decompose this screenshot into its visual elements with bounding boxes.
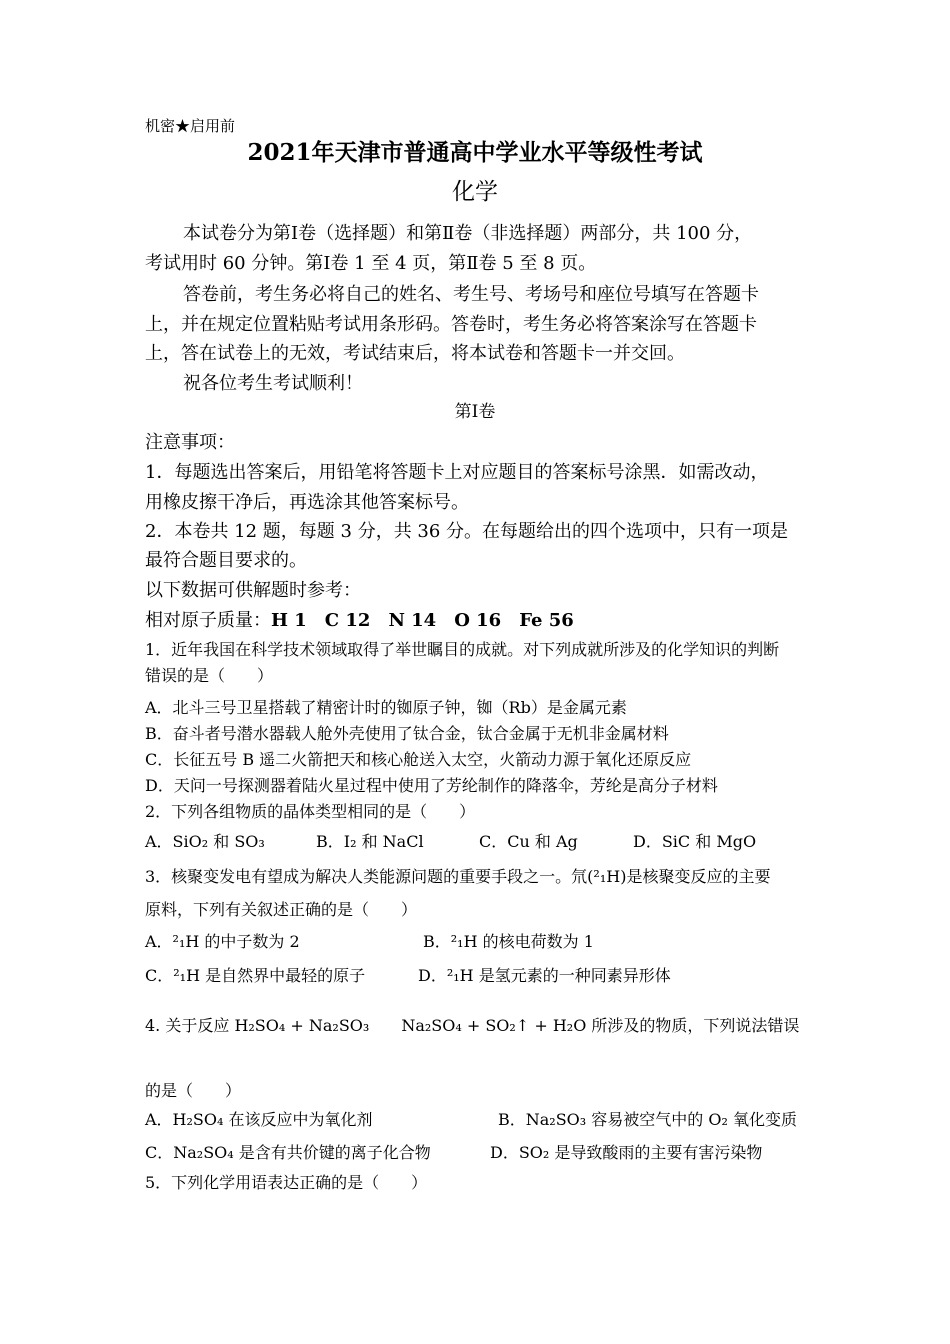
- question-3-stem-line2: 原料，下列有关叙述正确的是（ ）: [145, 900, 418, 919]
- question-2-option-d: D．SiC 和 MgO: [633, 832, 757, 851]
- question-2-option-a: A．SiO₂ 和 SO₃: [145, 832, 265, 851]
- intro-p2-line2: 上，并在规定位置粘贴考试用条形码。答卷时，考生务必将答案涂写在答题卡: [145, 314, 757, 335]
- question-1-stem-line2: 错误的是（ ）: [145, 666, 274, 685]
- question-4-option-c: C．Na₂SO₄ 是含有共价键的离子化合物: [145, 1143, 431, 1162]
- question-4-option-d: D．SO₂ 是导致酸雨的主要有害污染物: [490, 1143, 763, 1162]
- question-3-stem-line1: 3．核聚变发电有望成为解决人类能源问题的重要手段之一。氘(²₁H)是核聚变反应的主要: [145, 867, 771, 886]
- question-4-option-a: A．H₂SO₄ 在该反应中为氧化剂: [145, 1110, 373, 1129]
- question-4-stem-line1: 4. 关于反应 H₂SO₄ + Na₂SO₃ Na₂SO₄ + SO₂↑ + H₂O 所涉及的物质，下列说法错误: [145, 1016, 800, 1035]
- atomic-masses-label: 相对原子质量：: [145, 610, 271, 631]
- question-3-option-a: A．²₁H 的中子数为 2: [145, 932, 300, 951]
- intro-p1-line2: 考试用时 60 分钟。第Ⅰ卷 1 至 4 页，第Ⅱ卷 5 至 8 页。: [145, 253, 597, 274]
- reaction-arrow-gap: [419, 1034, 487, 1035]
- intro-p1-line1: 本试卷分为第Ⅰ卷（选择题）和第Ⅱ卷（非选择题）两部分，共 100 分，: [183, 223, 753, 244]
- question-4-option-b: B．Na₂SO₃ 容易被空气中的 O₂ 氧化变质: [498, 1110, 797, 1129]
- note2-line2: 最符合题目要求的。: [145, 550, 307, 571]
- question-3-option-c: C．²₁H 是自然界中最轻的原子: [145, 966, 366, 985]
- intro-p2-line1: 答卷前，考生务必将自己的姓名、考生号、考场号和座位号填写在答题卡: [183, 284, 759, 305]
- question-1-option-c: C．长征五号 B 遥二火箭把天和核心舱送入太空，火箭动力源于氧化还原反应: [145, 750, 692, 769]
- question-1-option-b: B．奋斗者号潜水器载人舱外壳使用了钛合金，钛合金属于无机非金属材料: [145, 724, 669, 743]
- question-1-option-d: D．天问一号探测器着陆火星过程中使用了芳纶制作的降落伞，芳纶是高分子材料: [145, 776, 718, 795]
- question-2-option-b: B．I₂ 和 NaCl: [316, 832, 424, 851]
- section-heading: 第Ⅰ卷: [454, 402, 496, 422]
- notes-title: 注意事项：: [145, 432, 235, 453]
- question-1-option-a: A．北斗三号卫星搭载了精密计时的铷原子钟，铷（Rb）是金属元素: [145, 698, 627, 717]
- question-2-option-c: C．Cu 和 Ag: [479, 832, 578, 851]
- note1-line2: 用橡皮擦干净后，再选涂其他答案标号。: [145, 492, 469, 513]
- atomic-masses: [145, 609, 574, 633]
- confidential-label: 机密★启用前: [145, 117, 236, 135]
- note1-line1: 1．每题选出答案后，用铅笔将答题卡上对应题目的答案标号涂黑．如需改动，: [145, 462, 769, 483]
- intro-p2-line3: 上，答在试卷上的无效，考试结束后，将本试卷和答题卡一并交回。: [145, 343, 685, 364]
- intro-p3: 祝各位考生考试顺利！: [183, 373, 363, 394]
- question-1-stem-line1: 1．近年我国在科学技术领域取得了举世瞩目的成就。对下列成就所涉及的化学知识的判断: [145, 640, 780, 659]
- question-5-stem: 5．下列化学用语表达正确的是（ ）: [145, 1173, 428, 1192]
- question-2-stem: 2．下列各组物质的晶体类型相同的是（ ）: [145, 802, 476, 821]
- question-3-option-b: B．²₁H 的核电荷数为 1: [423, 932, 594, 951]
- exam-title: 2021年天津市普通高中学业水平等级性考试: [247, 139, 703, 166]
- atomic-masses-values: H 1 C 12 N 14 O 16 Fe 56: [271, 610, 574, 631]
- note2-line1: 2．本卷共 12 题，每题 3 分，共 36 分。在每题给出的四个选项中，只有一项是: [145, 521, 789, 542]
- reference-note: 以下数据可供解题时参考：: [145, 580, 361, 601]
- exam-subject: 化学: [452, 179, 498, 205]
- question-4-stem-line2: 的是（ ）: [145, 1081, 242, 1100]
- question-3-option-d: D．²₁H 是氢元素的一种同素异形体: [418, 966, 671, 985]
